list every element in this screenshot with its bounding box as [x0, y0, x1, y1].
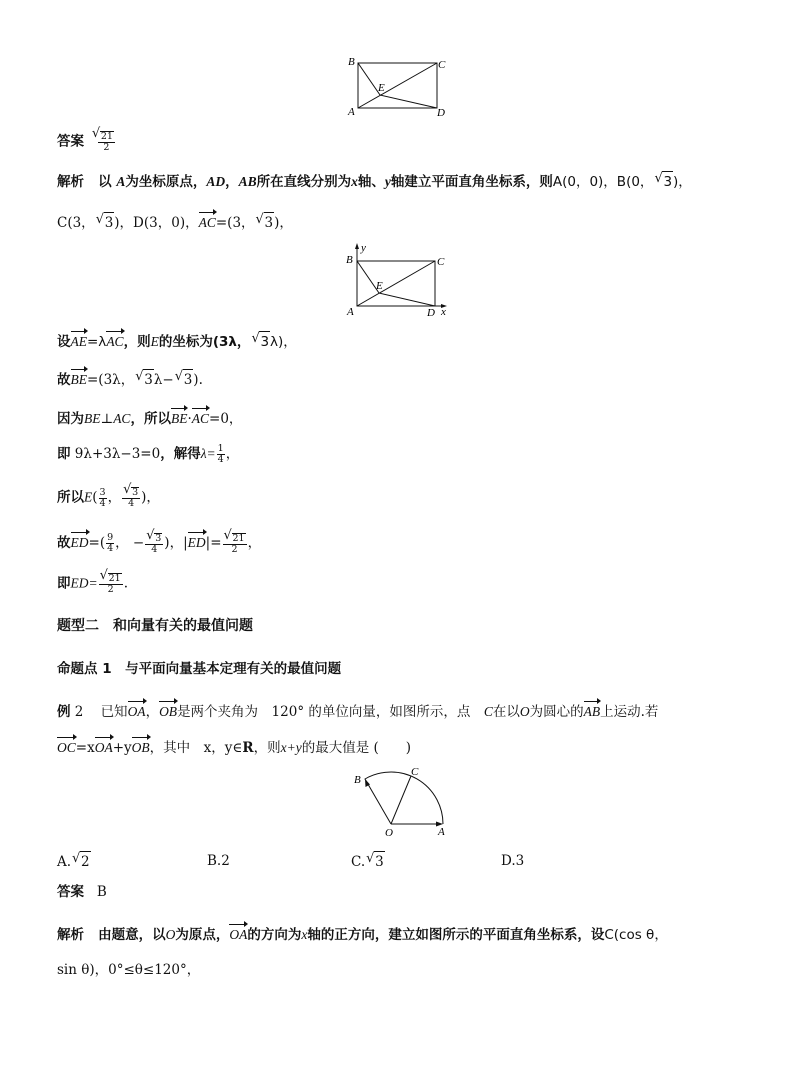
analysis-line-8: 故ED=( $\frac{9}{4}$ ， − √ $\frac{3}{4}$ )，|ED|= √ $\frac{21}{2}$ ，: [57, 530, 261, 555]
answer-label: 答案: [57, 884, 84, 900]
example-label: 例: [57, 704, 71, 720]
answer-line-1: [57, 131, 116, 153]
answer-fraction: √ $\frac{21}{2}$: [98, 131, 115, 153]
answer-line-2: [57, 882, 107, 902]
analysis-line-11: sin θ)，0°≤θ≤120°，: [57, 962, 201, 978]
analysis-line-2: C(3，√ 3)，D(3，0)，AC=(3，√ 3)，: [57, 210, 293, 233]
analysis-line-4: 故BE=(3λ，√ 3λ−√ 3).: [57, 367, 203, 390]
analysis-line-7: 所以E( $\frac{3}{4}$ ， √ $\frac{3}{4}$ )，: [57, 487, 160, 509]
analysis-line-6: 即 9λ+3λ−3=0，解得λ= $\frac{1}{4}$ ，: [57, 443, 240, 465]
figure-rectangle-axes: [342, 242, 454, 316]
figure-rectangle-1: [345, 55, 455, 117]
option-a[interactable]: A.√ 2: [57, 851, 91, 872]
axis-label-x: x: [441, 306, 446, 316]
point-label-e: E: [376, 280, 383, 292]
option-b[interactable]: B.2: [207, 853, 230, 869]
point-label-b: B: [348, 56, 355, 68]
point-label-o: O: [385, 827, 393, 839]
point-label-a: A: [347, 306, 354, 316]
point-label-c: C: [411, 766, 419, 778]
point-label-a: A: [438, 826, 445, 838]
point-label-b: B: [354, 774, 361, 786]
option-d[interactable]: D.3: [501, 853, 525, 869]
point-label-c: C: [437, 256, 445, 268]
point-label-a: A: [348, 106, 355, 117]
analysis-line-3: 设AE=λAC，则E的坐标为(3λ，√ 3λ)，: [57, 329, 297, 352]
topic-heading: 命题点 1 与平面向量基本定理有关的最值问题: [57, 661, 342, 677]
point-label-c: C: [438, 59, 446, 71]
axis-label-y: y: [361, 242, 366, 254]
option-c[interactable]: C.√ 3: [351, 851, 385, 872]
analysis-line-10: 解析 由题意，以O为原点，OA的方向为x轴的正方向，建立如图所示的平面直角坐标系，设C(cos θ，: [57, 922, 668, 945]
analysis-line-9: 即ED= √ $\frac{21}{2}$ .: [57, 573, 128, 595]
point-label-d: D: [437, 107, 445, 117]
analysis-line-5: 因为BE⊥AC，所以BE·AC=0，: [57, 406, 242, 429]
analysis-label: 解析: [57, 927, 84, 943]
section-title: 题型二 和向量有关的最值问题: [57, 618, 253, 634]
example-line-2: OC=xOA+yOB，其中 x，y∈R，则x+y的最大值是 ( ): [57, 735, 411, 758]
analysis-line-1: 解析 以 A为坐标原点，AD，AB所在直线分别为x轴、y轴建立平面直角坐标系，则A(0，0)，B(0，√ 3)，: [57, 171, 692, 192]
point-label-e: E: [378, 82, 385, 94]
example-line-1: 例 2 已知OA，OB是两个夹角为 120° 的单位向量，如图所示，点 C在以O为圆心的AB上运动.若: [57, 699, 658, 722]
answer-label: 答案: [57, 133, 84, 150]
answer-value: B: [96, 884, 107, 900]
figure-arc-vectors: [345, 765, 455, 840]
analysis-label: 解析: [57, 174, 84, 190]
point-label-d: D: [427, 307, 435, 316]
point-label-b: B: [346, 254, 353, 266]
